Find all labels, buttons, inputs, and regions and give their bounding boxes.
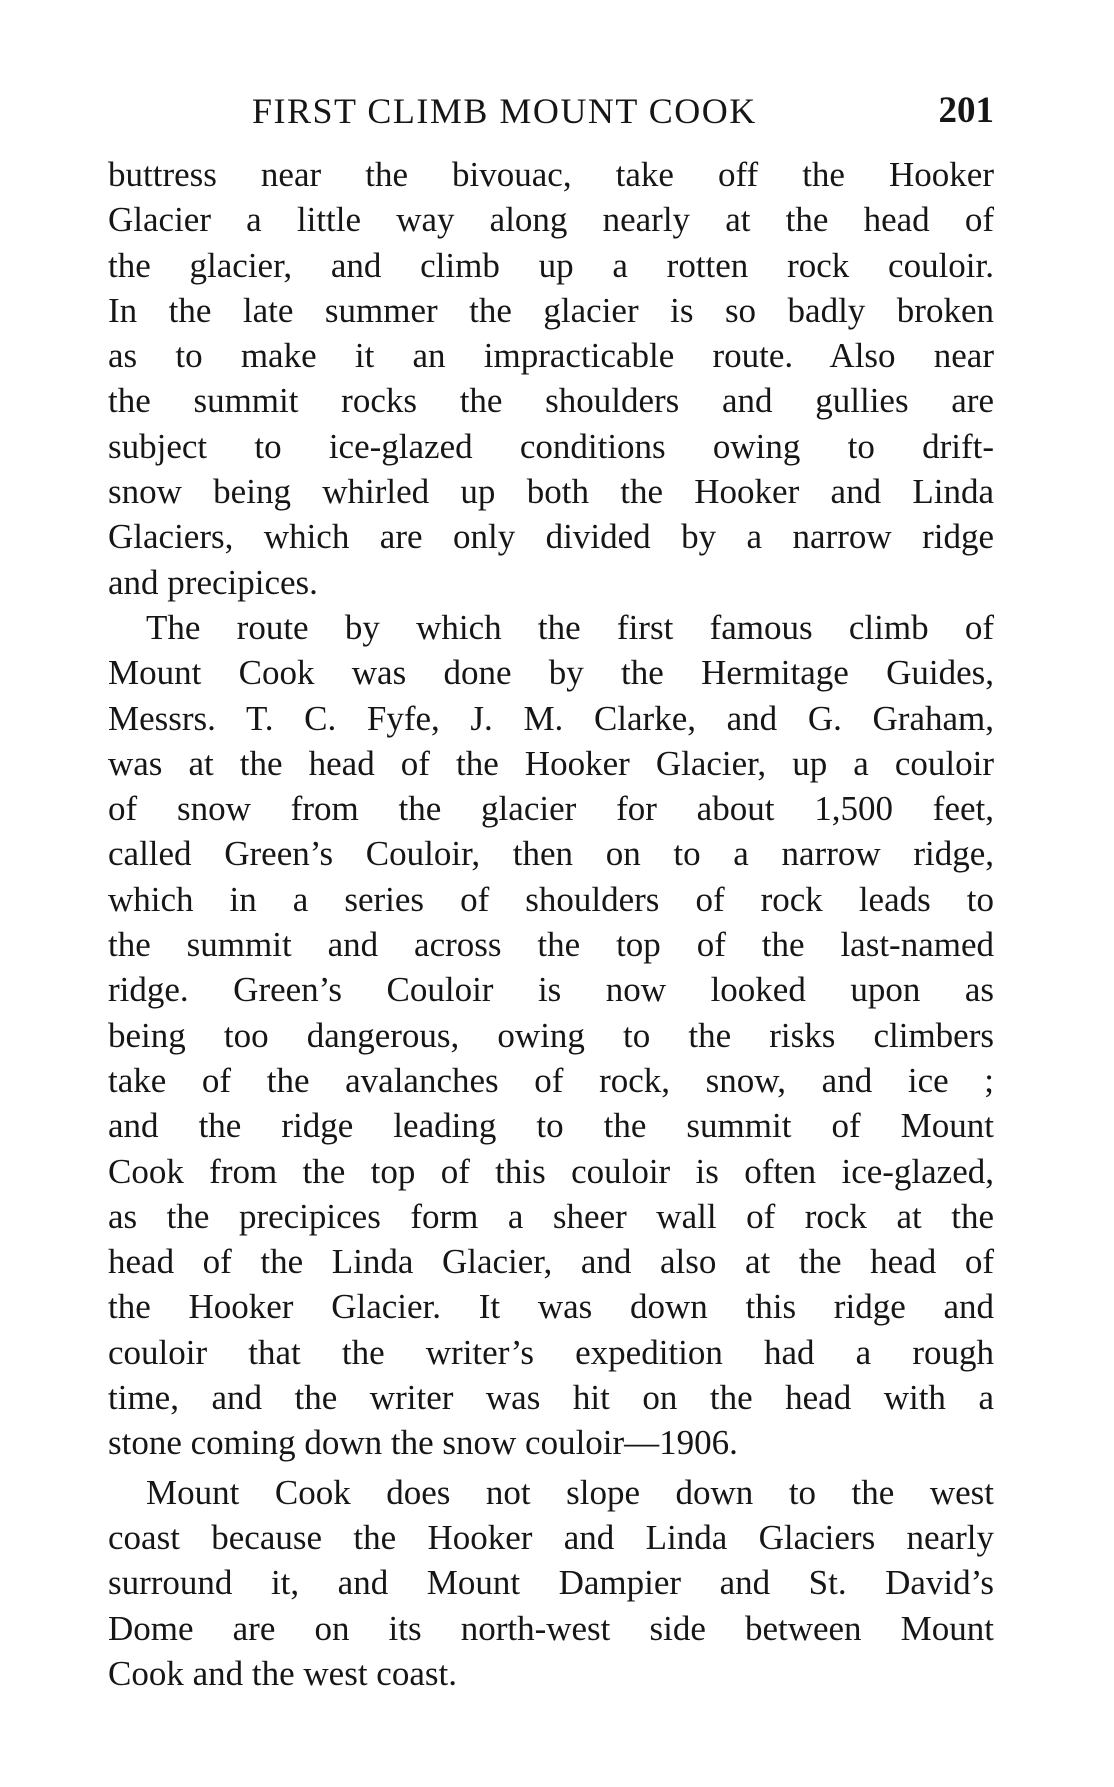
text-line: the Hooker Glacier. It was down this ridge and — [108, 1287, 994, 1327]
text-line: surround it, and Mount Dampier and St. David’s — [108, 1563, 994, 1603]
text-line: Glacier a little way along nearly at the head of — [108, 200, 994, 240]
text-line: In the late summer the glacier is so badly broken — [108, 290, 994, 330]
text-line: The route by which the first famous climb of — [146, 607, 994, 647]
body-text — [108, 152, 994, 1696]
text-line: which in a series of shoulders of rock leads to — [108, 879, 994, 919]
page-header — [108, 86, 994, 136]
paragraph-2 — [108, 605, 994, 1466]
text-line: and the ridge leading to the summit of Mount — [108, 1106, 994, 1146]
text-line: Cook from the top of this couloir is often ice-glazed, — [108, 1151, 994, 1191]
text-line: Mount Cook was done by the Hermitage Guides, — [108, 653, 994, 693]
text-line: Cook and the west coast. — [108, 1653, 457, 1693]
text-line: stone coming down the snow couloir—1906. — [108, 1423, 738, 1463]
text-line: being too dangerous, owing to the risks climbers — [108, 1015, 994, 1055]
text-line: buttress near the bivouac, take off the Hooker — [108, 155, 994, 194]
text-line: snow being whirled up both the Hooker and Linda — [108, 472, 994, 512]
text-line: as to make it an impracticable route. Also near — [108, 336, 994, 376]
text-line: the glacier, and climb up a rotten rock couloir. — [108, 245, 994, 285]
text-line: Glaciers, which are only divided by a narrow ridge — [108, 517, 994, 557]
paragraph-1 — [108, 152, 994, 605]
text-line: and precipices. — [108, 562, 318, 602]
page-number: 201 — [938, 90, 994, 131]
text-line: the summit and across the top of the last-named — [108, 925, 994, 965]
text-line: Dome are on its north-west side between Mount — [108, 1608, 994, 1648]
text-line: was at the head of the Hooker Glacier, up a couloir — [108, 743, 994, 783]
text-line: subject to ice-glazed conditions owing to drift- — [108, 426, 994, 466]
text-line: the summit rocks the shoulders and gullies are — [108, 381, 994, 421]
text-line: called Green’s Couloir, then on to a narrow ridge, — [108, 834, 994, 874]
text-line: as the precipices form a sheer wall of rock at the — [108, 1196, 994, 1236]
text-line: time, and the writer was hit on the head with a — [108, 1378, 994, 1418]
text-line: of snow from the glacier for about 1,500 feet, — [108, 789, 994, 829]
paragraph-3 — [108, 1470, 994, 1696]
text-line: couloir that the writer’s expedition had a rough — [108, 1332, 994, 1372]
running-title: FIRST CLIMB MOUNT COOK — [252, 91, 757, 131]
text-line: ridge. Green’s Couloir is now looked upon as — [108, 970, 994, 1010]
text-line: take of the avalanches of rock, snow, and ice ; — [108, 1060, 994, 1100]
text-line: coast because the Hooker and Linda Glaciers nearly — [108, 1517, 994, 1557]
text-line: Mount Cook does not slope down to the west — [146, 1472, 994, 1512]
text-line: head of the Linda Glacier, and also at the head of — [108, 1242, 994, 1282]
text-line: Messrs. T. C. Fyfe, J. M. Clarke, and G. Graham, — [108, 698, 994, 738]
